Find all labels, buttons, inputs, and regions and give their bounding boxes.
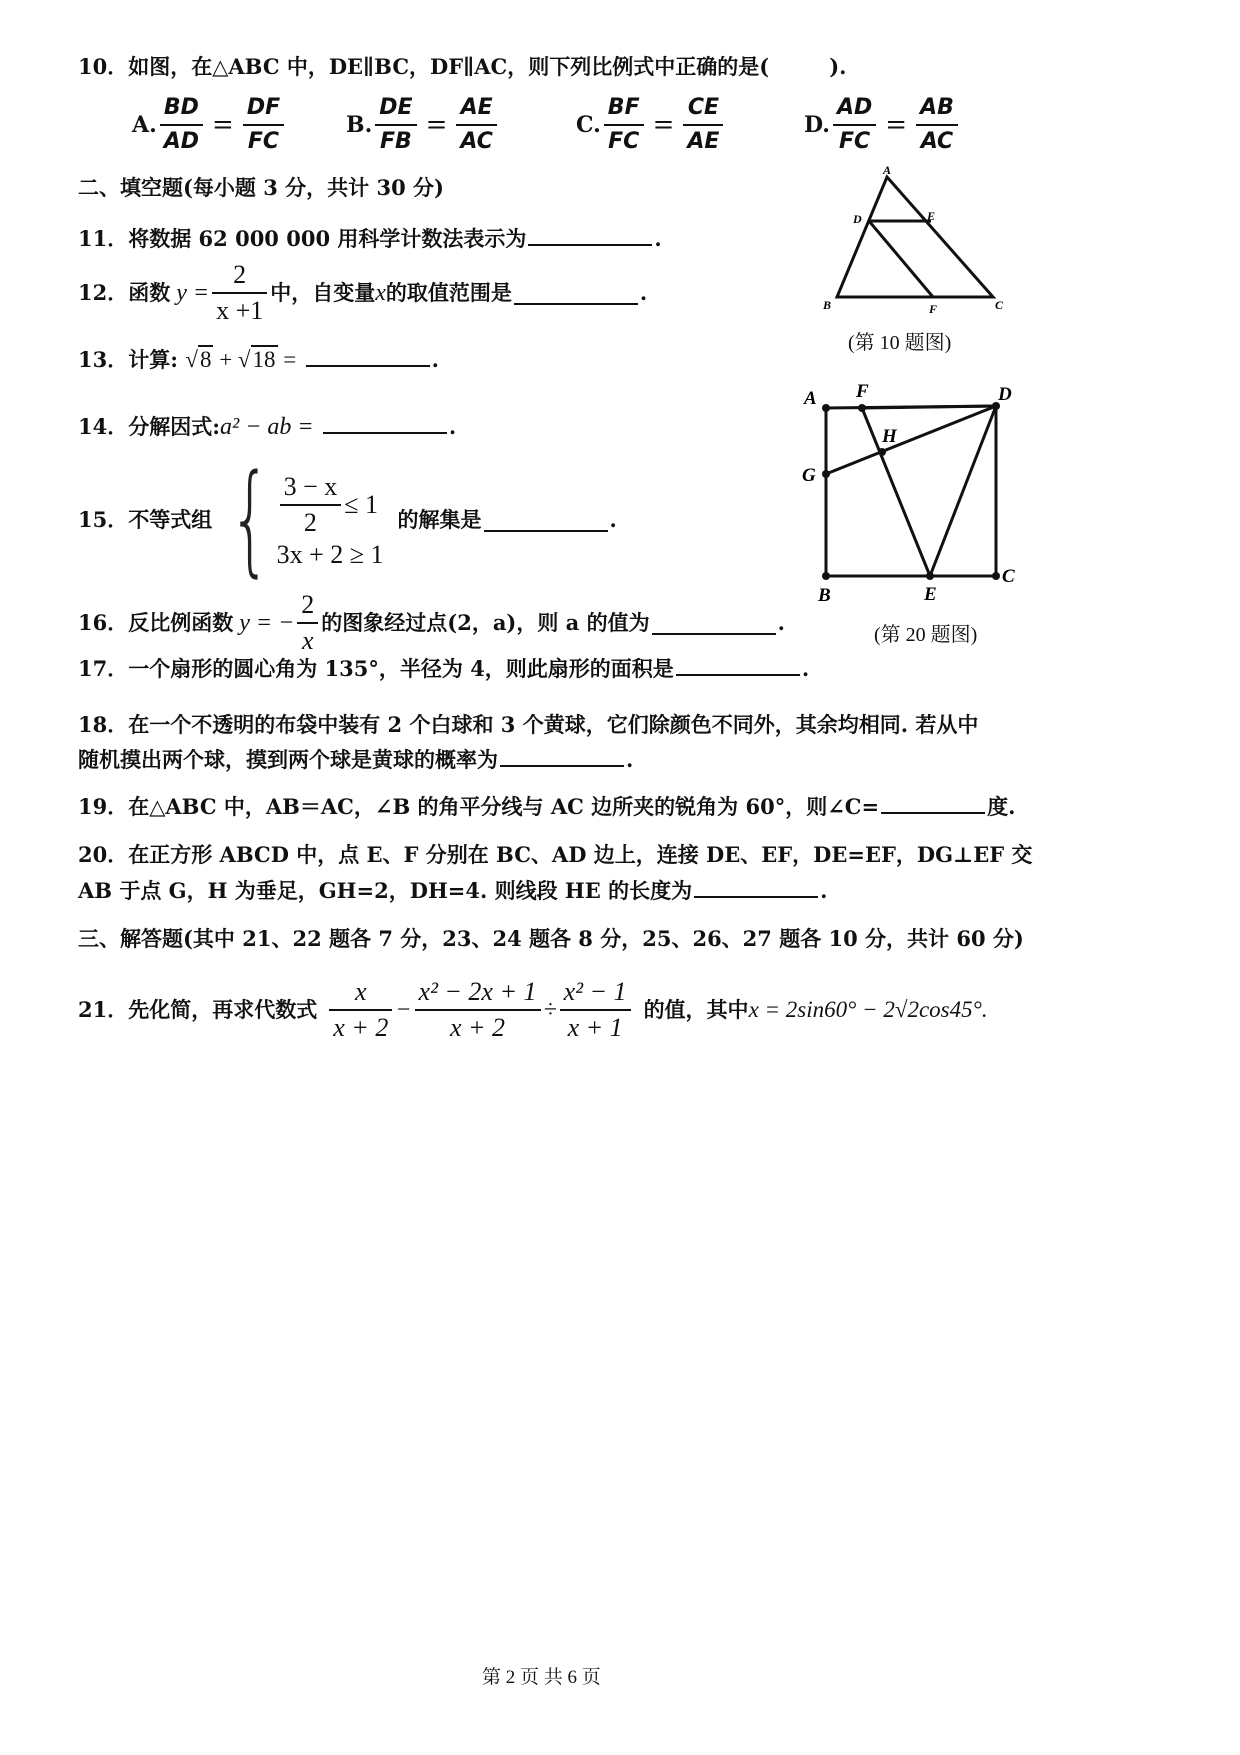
fraction: $\frac{\text{x² − 1}}{x + 1}$ [560, 975, 631, 1045]
period: . [820, 878, 828, 903]
q18-number: 18． [78, 712, 129, 737]
label-g: G [802, 465, 816, 486]
period: . [801, 656, 810, 681]
label-h: H [882, 426, 897, 447]
q17-number: 17． [78, 656, 129, 681]
segment-df [862, 406, 996, 408]
label-c: C [1002, 566, 1015, 587]
label-b: B [818, 585, 831, 606]
fraction: $\frac{2}{x +1}$ [212, 258, 267, 328]
q17-line [78, 652, 809, 684]
square-abcd [826, 406, 996, 576]
segment-dg [826, 406, 996, 474]
answer-blank[interactable] [676, 652, 800, 676]
fraction: $\frac{CE}{AE}$ [683, 92, 723, 158]
option-label: C. [576, 112, 601, 138]
q19-unit: 度. [987, 794, 1016, 819]
q15-text: 不等式组 [128, 507, 213, 532]
divide-sign: ÷ [543, 997, 557, 1023]
q11-text: 将数据 62 000 000 用科学计数法表示为 [128, 226, 527, 251]
label-a: A [883, 165, 892, 177]
fraction: $\frac{AD}{FC}$ [833, 92, 876, 158]
label-e: E [924, 584, 937, 605]
label-f: F [929, 302, 938, 315]
answer-blank[interactable] [881, 790, 985, 814]
label-d: D [853, 212, 862, 226]
option-label: D. [804, 112, 830, 138]
equals-sign: = [885, 110, 908, 140]
period: . [654, 226, 662, 251]
q15-text: 的解集是 [397, 507, 482, 532]
point-h [878, 448, 886, 456]
q10-option-a [132, 92, 287, 158]
fraction: $\frac{AB}{AC}$ [916, 92, 958, 158]
q19-text: 在△ABC 中，AB＝AC，∠B 的角平分线与 AC 边所夹的锐角为 60°，则∠C= [128, 794, 880, 819]
q18-line-2 [78, 743, 633, 775]
q15-number: 15． [78, 507, 129, 532]
fraction: $\frac{3 - x}{2}$ [280, 470, 342, 540]
q21-line [78, 975, 988, 1045]
q12-text: 中，自变量 [270, 280, 376, 305]
q19-number: 19． [78, 794, 129, 819]
q18-line-1 [78, 710, 978, 740]
inequality-row-2: 3x + 2 ≥ 1 [276, 540, 384, 569]
q20-number: 20． [78, 842, 129, 867]
q20-line-1 [78, 840, 1032, 870]
answer-blank[interactable] [484, 508, 608, 532]
answer-blank[interactable] [323, 410, 447, 434]
triangle-abc [837, 177, 993, 297]
segment-de [930, 406, 996, 576]
fraction: $\frac{2}{x}$ [297, 588, 318, 658]
answer-blank[interactable] [528, 222, 652, 246]
fraction: $\frac{x}{x + 2}$ [329, 975, 392, 1045]
option-label: B. [346, 112, 373, 138]
q10-option-d [804, 92, 961, 158]
period: . [448, 414, 457, 439]
point-a [822, 404, 830, 412]
label-c: C [995, 298, 1004, 312]
label-f: F [856, 381, 869, 402]
variable-x: x [375, 280, 386, 306]
left-brace: { [229, 450, 272, 589]
point-g [822, 470, 830, 478]
fraction: $\frac{BD}{AD}$ [160, 92, 203, 158]
period: . [626, 747, 634, 772]
function-y: y = [176, 280, 210, 306]
inequality-system [212, 450, 384, 589]
q20-text: AB 于点 G，H 为垂足，GH=2，DH=4. 则线段 HE 的长度为 [78, 878, 693, 903]
period: . [639, 280, 648, 305]
q13-number: 13． [78, 347, 129, 372]
option-label: A. [132, 112, 157, 138]
answer-blank[interactable] [500, 743, 624, 767]
x-value: x = 2sin60° − 2√2cos45°. [748, 997, 988, 1022]
answer-blank[interactable] [694, 874, 818, 898]
fraction: $\frac{\text{x² − 2x + 1}}{x + 2}$ [415, 975, 541, 1045]
q14-line [78, 410, 456, 442]
function-y: y = − [239, 610, 295, 636]
label-d: D [998, 384, 1012, 405]
q14-number: 14． [78, 414, 129, 439]
answer-blank[interactable] [514, 281, 638, 305]
period: . [431, 347, 439, 372]
q10-close: ). [829, 54, 847, 79]
period: . [609, 507, 617, 532]
q19-line [78, 790, 1015, 822]
label-b: B [823, 298, 832, 312]
sqrt-expression: √8 + √18 = [185, 347, 297, 372]
equals-sign: = [212, 110, 234, 140]
q12-text: 函数 [128, 280, 171, 305]
q21-text: 的值，其中 [643, 997, 749, 1022]
section-3-heading: 三、解答题(其中 21、22 题各 7 分，23、24 题各 8 分，25、26、27 题各 10 分，共计 60 分) [78, 926, 1024, 951]
point-e [926, 572, 934, 580]
q21-text: 先化简，再求代数式 [128, 997, 318, 1022]
q14-text: 分解因式: [128, 414, 220, 439]
equals-sign: = [425, 110, 448, 140]
equals-sign: = [652, 110, 675, 140]
q20-line-2 [78, 874, 827, 906]
fraction: $\frac{AE}{AC}$ [456, 92, 497, 158]
point-b [822, 572, 830, 580]
q12-text: 的取值范围是 [385, 280, 512, 305]
fraction: $\frac{DE}{FB}$ [375, 92, 416, 158]
q10-option-c [576, 92, 726, 158]
q10-line [78, 52, 846, 82]
math-expression: a² − ab = [220, 414, 314, 440]
q16-number: 16． [78, 610, 129, 635]
q12-number: 12． [78, 280, 129, 305]
q11-line [78, 222, 662, 254]
q16-text: 的图象经过点(2，a)，则 a 的值为 [321, 610, 650, 635]
figure-10-triangle [815, 165, 1015, 315]
minus-sign: − [395, 997, 412, 1023]
answer-blank[interactable] [306, 343, 430, 367]
q15-line [78, 450, 617, 589]
q17-text: 一个扇形的圆心角为 135°，半径为 4，则此扇形的面积是 [128, 656, 674, 681]
fraction: $\frac{DF}{FC}$ [243, 92, 284, 158]
answer-blank[interactable] [652, 611, 776, 635]
section-2-heading: 二、填空题(每小题 3 分，共计 30 分) [78, 175, 444, 200]
q16-text: 反比例函数 [128, 610, 234, 635]
figure-20-square [800, 380, 1030, 610]
q13-text: 计算: [128, 347, 178, 372]
q18-text: 在一个不透明的布袋中装有 2 个白球和 3 个黄球，它们除颜色不同外，其余均相同. 若从中 [128, 712, 979, 737]
q13-line [78, 343, 439, 375]
page-footer: 第 2 页 共 6 页 [482, 1667, 601, 1688]
q10-text: 如图，在△ABC 中，DE∥BC，DF∥AC，则下列比例式中正确的是( [128, 54, 770, 79]
q11-number: 11． [78, 226, 129, 251]
q10-option-b [346, 92, 500, 158]
q18-text: 随机摸出两个球，摸到两个球是黄球的概率为 [78, 747, 498, 772]
relation: ≤ 1 [344, 490, 379, 519]
figure-10-caption: (第 10 题图) [848, 332, 952, 354]
q20-text: 在正方形 ABCD 中，点 E、F 分别在 BC、AD 边上，连接 DE、EF，DE=EF，DG⊥EF 交 [128, 842, 1033, 867]
segment-df [869, 221, 933, 297]
point-c [992, 572, 1000, 580]
q10-number: 10． [78, 54, 129, 79]
label-e: E [927, 209, 936, 223]
q12-line [78, 258, 647, 328]
q16-line [78, 588, 785, 658]
figure-20-caption: (第 20 题图) [874, 624, 978, 646]
period: . [777, 610, 785, 635]
label-a: A [804, 388, 817, 409]
fraction: $\frac{BF}{FC}$ [604, 92, 644, 158]
point-f [858, 404, 866, 412]
q21-number: 21． [78, 997, 129, 1022]
